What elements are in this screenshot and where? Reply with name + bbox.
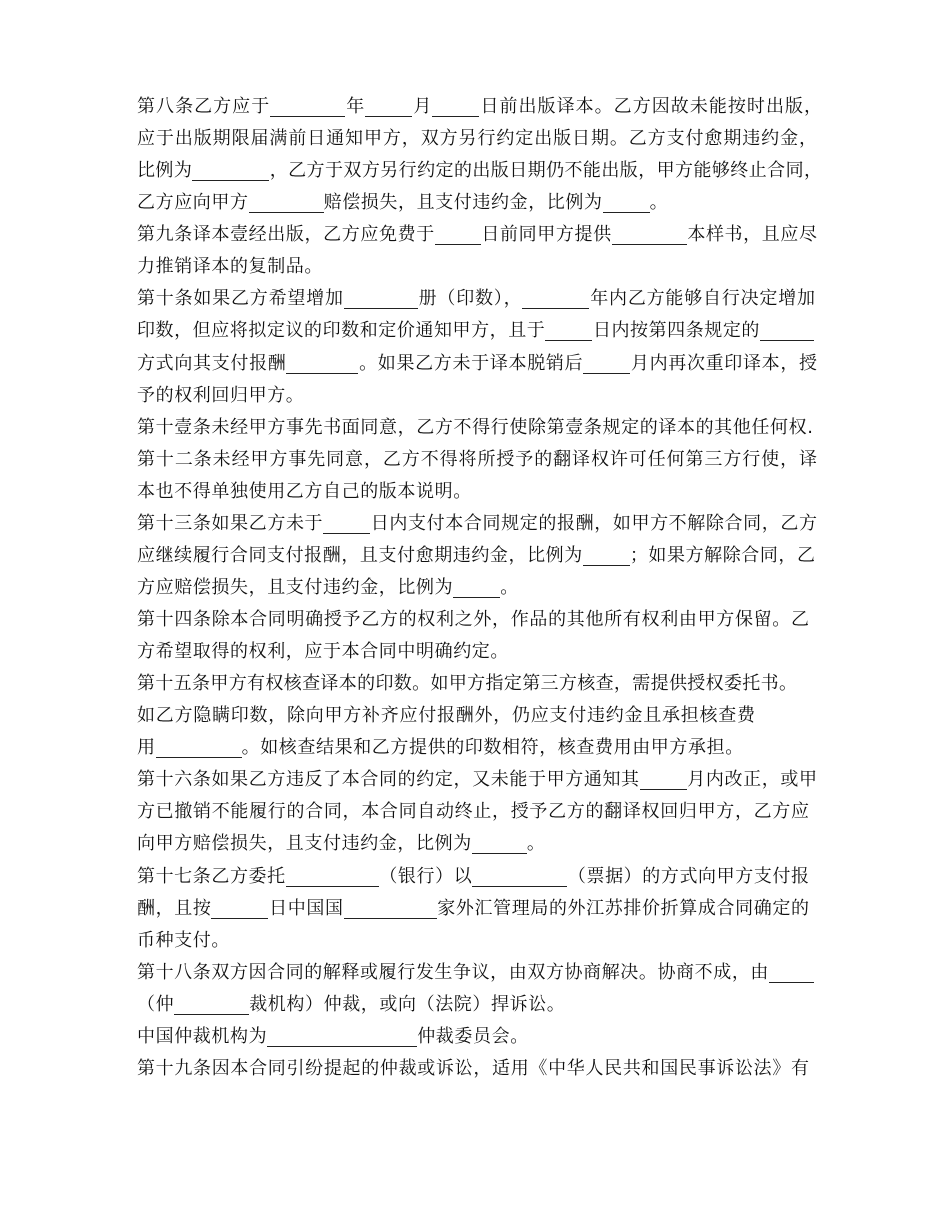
blank-underline xyxy=(249,194,324,213)
clause-text: 比例为 xyxy=(137,160,193,182)
text-line xyxy=(137,636,837,668)
text-line xyxy=(137,187,837,219)
text-line xyxy=(137,1053,809,1085)
clause-text: 币种支付。 xyxy=(137,929,230,951)
clause-text: 本样书，且应尽 xyxy=(686,224,818,246)
blank-underline xyxy=(640,771,687,790)
blank-underline xyxy=(267,1028,417,1047)
clause-text: 日前同甲方提供 xyxy=(480,224,612,246)
clause-text: 第十七条乙方委托 xyxy=(137,865,286,887)
blank-underline xyxy=(211,900,268,919)
clause-text: （票据）的方式向甲方支付报 xyxy=(567,865,810,887)
text-line xyxy=(137,283,815,315)
clause-text: 应于出版期限届满前日通知甲方，双方另行约定出版日期。乙方支付愈期违约金， xyxy=(137,128,817,150)
clause-text: 方希望取得的权利，应于本合同中明确约定。 xyxy=(137,641,509,663)
text-line xyxy=(137,91,822,123)
article-18 xyxy=(137,957,837,1053)
blank-underline xyxy=(522,290,589,309)
clause-text: 向甲方赔偿损失，且支付违约金，比例为 xyxy=(137,833,472,855)
article-12 xyxy=(137,444,837,508)
blank-underline xyxy=(603,194,650,213)
text-line xyxy=(137,796,809,828)
blank-underline xyxy=(472,835,527,854)
clause-text: 第十二条未经甲方事先同意，乙方不得将所授予的翻译权许可任何第三方行使，译 xyxy=(137,448,817,470)
blank-underline xyxy=(760,322,814,341)
text-line xyxy=(137,764,817,796)
clause-text: 月内改正，或甲 xyxy=(686,769,818,791)
clause-text: 裁机构）仲裁，或向（法院）捍诉讼。 xyxy=(249,993,566,1015)
blank-underline xyxy=(545,322,592,341)
text-line xyxy=(137,380,837,412)
clause-text: 年 xyxy=(345,96,366,117)
blank-underline xyxy=(344,900,437,919)
clause-text: 酬，且按 xyxy=(137,897,212,919)
clause-text: 仲裁委员会。 xyxy=(417,1025,529,1047)
blank-underline xyxy=(612,226,687,245)
clause-text: 用 xyxy=(137,737,156,759)
article-8 xyxy=(137,91,837,219)
text-line xyxy=(137,219,817,251)
article-16 xyxy=(137,764,837,860)
clause-text: 家外汇管理局的外江苏排价折算成合同确定的 xyxy=(436,897,810,919)
article-14 xyxy=(137,604,837,668)
clause-text: 第十三条如果乙方未于 xyxy=(137,512,324,534)
clause-text: （银行）以 xyxy=(378,865,473,887)
text-line xyxy=(137,572,837,604)
clause-text: 赔偿损失，且支付违约金，比例为 xyxy=(323,192,603,214)
blank-underline xyxy=(472,868,567,887)
clause-text: （仲 xyxy=(137,993,175,1015)
blank-underline xyxy=(583,355,630,374)
clause-text: 年内乙方能够自行决定增加 xyxy=(589,288,816,310)
clause-text: 第十六条如果乙方违反了本合同的约定，又未能于甲方通知其 xyxy=(137,769,640,791)
clause-text: 第十条如果乙方希望增加 xyxy=(137,288,344,310)
blank-underline xyxy=(192,162,269,181)
blank-underline xyxy=(286,355,358,374)
clause-text: ；如果方解除合同，乙 xyxy=(629,544,816,566)
text-line xyxy=(137,700,755,732)
clause-text: 第十五条甲方有权核查译本的印数。如甲方指定第三方核查，需提供授权委托书。 xyxy=(137,673,797,695)
text-line xyxy=(137,828,837,860)
article-17 xyxy=(137,861,837,957)
clause-text: 第八条乙方应于 xyxy=(137,96,271,117)
clause-text: 方式向其支付报酬 xyxy=(137,352,287,374)
text-line xyxy=(137,444,817,476)
clause-text: 方已撤销不能履行的合同，本合同自动终止，授予乙方的翻译权回归甲方，乙方应 xyxy=(137,801,809,823)
clause-text: ，乙方于双方另行约定的出版日期仍不能出版，甲方能够终止合同， xyxy=(269,160,823,182)
text-line xyxy=(137,123,817,155)
clause-text: 。如核查结果和乙方提供的印数相符，核查费用由甲方承担。 xyxy=(241,737,744,759)
blank-underline xyxy=(769,964,814,983)
clause-text: 如乙方隐瞒印数，除向甲方补齐应付报酬外，仍应支付违约金且承担核查费 xyxy=(137,705,755,727)
clause-text: 予的权利回归甲方。 xyxy=(137,384,305,406)
clause-text: 日内按第四条规定的 xyxy=(592,320,760,342)
clause-text: 日前出版译本。乙方因故未能按时出版， xyxy=(479,96,823,117)
blank-underline xyxy=(453,579,500,598)
blank-underline xyxy=(344,290,418,309)
clause-text: 第十四条除本合同明确授予乙方的权利之外，作品的其他所有权利由甲方保留。乙 xyxy=(137,609,809,630)
clause-text: 月内再次重印译本，授 xyxy=(630,352,818,374)
text-line xyxy=(137,508,817,540)
article-9 xyxy=(137,219,837,283)
text-line xyxy=(137,861,809,893)
clause-text: 第九条译本壹经出版，乙方应免费于 xyxy=(137,224,435,246)
clause-text: 日内支付本合同规定的报酬，如甲方不解除合同，乙方 xyxy=(370,512,818,534)
clause-text: 本也不得单独使用乙方自己的版本说明。 xyxy=(137,480,472,502)
text-line xyxy=(137,251,837,283)
blank-underline xyxy=(435,226,481,245)
text-line xyxy=(137,348,817,380)
blank-underline xyxy=(270,98,345,117)
blank-underline xyxy=(286,868,379,887)
text-line xyxy=(137,540,815,572)
clause-text: 应继续履行合同支付报酬，且支付愈期违约金，比例为 xyxy=(137,544,583,566)
text-line xyxy=(137,989,837,1021)
blank-underline xyxy=(432,98,479,117)
article-19 xyxy=(137,1053,837,1085)
blank-underline xyxy=(365,98,412,117)
blank-underline xyxy=(156,739,242,758)
clause-text: 。 xyxy=(500,576,519,598)
text-line xyxy=(137,315,814,347)
text-line xyxy=(137,1021,837,1053)
article-13 xyxy=(137,508,837,604)
clause-text: 。如果乙方未于译本脱销后 xyxy=(358,352,584,374)
clause-text: 册（印数）， xyxy=(417,288,523,310)
clause-text: 第十壹条未经甲方事先书面同意，乙方不得行使除第壹条规定的译本的其他任何权. xyxy=(137,416,813,438)
clause-text: 乙方应向甲方 xyxy=(137,192,249,214)
clause-text: 印数，但应将拟定议的印数和定价通知甲方，且于 xyxy=(137,320,546,342)
text-line xyxy=(137,925,837,957)
text-line xyxy=(137,604,809,636)
text-line xyxy=(137,668,797,700)
clause-text: 第十八条双方因合同的解释或履行发生争议，由双方协商解决。协商不成，由 xyxy=(137,961,769,983)
clause-text: 第十九条因本合同引纷提起的仲裁或诉讼，适用《中华人民共和国民事诉讼法》有 xyxy=(137,1057,809,1079)
text-line xyxy=(137,412,813,444)
text-line xyxy=(137,893,809,925)
blank-underline xyxy=(174,996,249,1015)
clause-text: 力推销译本的复制品。 xyxy=(137,256,323,278)
clause-text: 。 xyxy=(649,192,669,214)
clause-text: 日中国国 xyxy=(268,897,344,919)
article-15 xyxy=(137,668,837,764)
clause-text: 中国仲裁机构为 xyxy=(137,1025,268,1047)
text-line xyxy=(137,732,837,764)
text-line xyxy=(137,957,814,989)
article-10 xyxy=(137,283,837,411)
clause-text: 。 xyxy=(526,833,546,855)
clause-text: 月 xyxy=(412,96,433,117)
blank-underline xyxy=(323,515,370,534)
contract-body xyxy=(137,91,837,1085)
clause-text: 方应赔偿损失，且支付违约金，比例为 xyxy=(137,576,454,598)
text-line xyxy=(137,155,822,187)
article-11 xyxy=(137,412,837,444)
blank-underline xyxy=(583,547,630,566)
text-line xyxy=(137,476,837,508)
